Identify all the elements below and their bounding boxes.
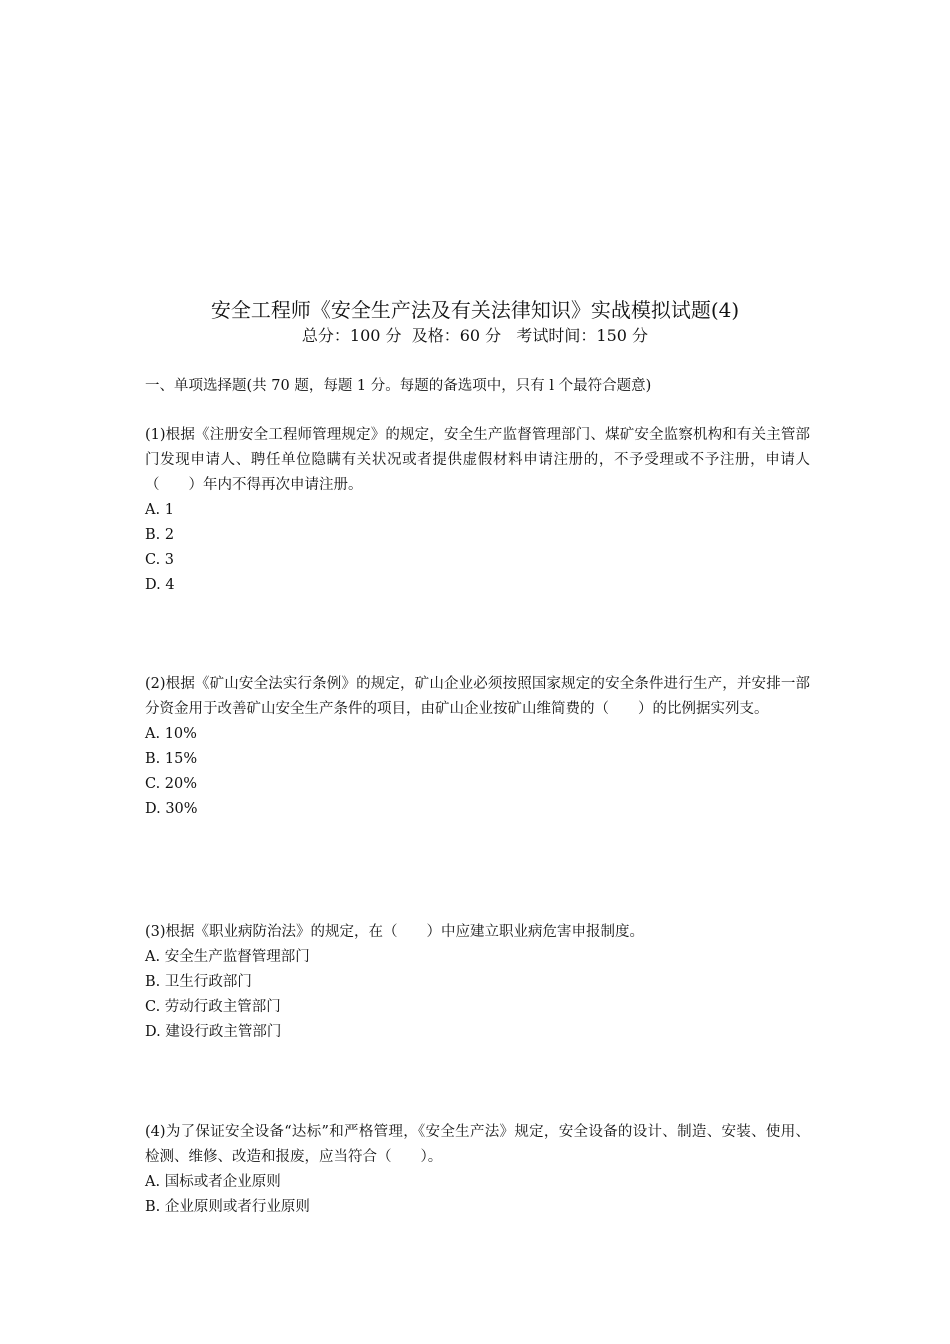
option-d: D. 4 [145, 577, 175, 593]
question-text: (1)根据《注册安全工程师管理规定》的规定，安全生产监督管理部门、煤矿安全监察机构和有关主管部门发现申请人、聘任单位隐瞒有关状况或者提供虚假材料申请注册的，不予受理或不予注册，申请人（ ）年内不得再次申请注册。 [145, 427, 810, 493]
option-b: B. 15% [145, 751, 198, 767]
option-list [145, 722, 810, 822]
option-d: D. 建设行政主管部门 [145, 1024, 282, 1040]
option-b: B. 2 [145, 527, 175, 543]
option-b: B. 企业原则或者行业原则 [145, 1199, 310, 1215]
option-a: A. 国标或者企业原则 [145, 1174, 281, 1190]
option-a: A. 安全生产监督管理部门 [145, 949, 310, 965]
question-text: (4)为了保证安全设备“达标”和严格管理，《安全生产法》规定，安全设备的设计、制造、安装、使用、检测、维修、改造和报废，应当符合（ ）。 [145, 1124, 810, 1165]
exam-info: 总分：100 分 及格：60 分 考试时间：150 分 [301, 326, 649, 345]
option-a: A. 10% [145, 726, 197, 742]
question-4 [145, 1120, 810, 1220]
option-list [145, 945, 810, 1045]
question-2 [145, 672, 810, 822]
option-c: C. 20% [145, 776, 198, 792]
question-3 [145, 920, 810, 1045]
question-1 [145, 423, 810, 598]
document-title: 安全工程师《安全生产法及有关法律知识》实战模拟试题(4) [210, 298, 740, 322]
option-list [145, 1170, 810, 1220]
option-d: D. 30% [145, 801, 198, 817]
option-list [145, 498, 810, 598]
option-b: B. 卫生行政部门 [145, 974, 252, 990]
question-text: (3)根据《职业病防治法》的规定，在（ ）中应建立职业病危害申报制度。 [145, 924, 645, 940]
section-heading: 一、单项选择题(共 70 题，每题 1 分。每题的备选项中，只有 l 个最符合题意) [145, 378, 652, 394]
option-a: A. 1 [145, 502, 174, 518]
option-c: C. 劳动行政主管部门 [145, 999, 281, 1015]
question-text: (2)根据《矿山安全法实行条例》的规定，矿山企业必须按照国家规定的安全条件进行生产，并安排一部分资金用于改善矿山安全生产条件的项目，由矿山企业按矿山维简费的（ ）的比例据实列支。 [145, 676, 810, 717]
option-c: C. 3 [145, 552, 175, 568]
